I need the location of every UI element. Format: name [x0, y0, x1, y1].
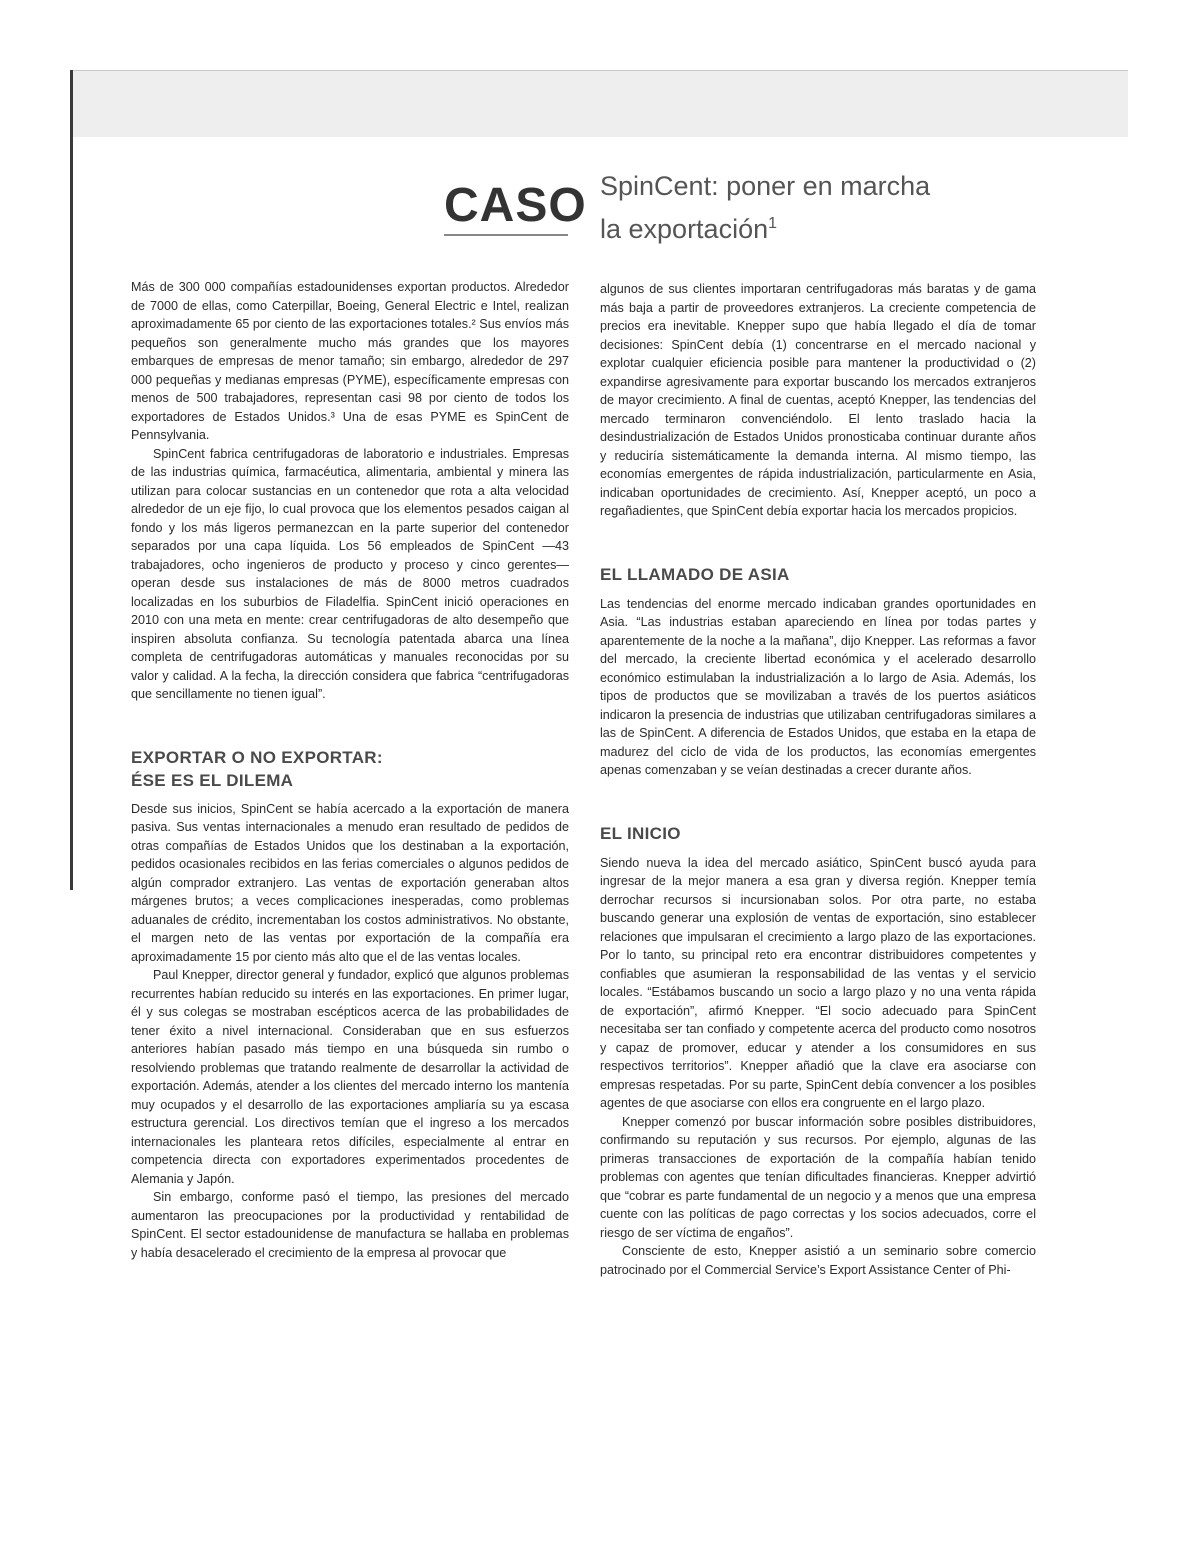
intro-paragraph-2: SpinCent fabrica centrifugadoras de laboratorio e industriales. Empresas de las industrias química, farmacéutica, alimentaria, ambiental y minera las utilizan para colocar sustancias en un contenedor que rota a alta velocidad alrededor de un eje fijo, lo cual provoca que los elementos pesados caigan al fondo y los más ligeros permanezcan en la parte superior del contenedor separados por una capa líquida. Los 56 empleados de SpinCent —43 trabajadores, ocho ingenieros de producto y proceso y cinco gerentes— operan desde sus instalaciones de más de 8000 metros cuadrados localizadas en los suburbios de Filadelfia. SpinCent inició operaciones en 2010 con una meta en mente: crear centrifugadoras de alto desempeño que inspiren absoluta confianza. Su tecnología patentada abarca una línea completa de centrifugadoras automáticas y manuales reconocidas por su valor y calidad. A la fecha, la dirección considera que fabrica “centrifugadoras que sencillamente no tienen igual”. [131, 446, 569, 701]
export-paragraph-2: Paul Knepper, director general y fundador, explicó que algunos problemas recurrentes habían reducido su interés en las exportaciones. En primer lugar, él y sus colegas se mostraban escépticos acerca de las probabilidades de tener éxito a nivel internacional. Consideraban que en sus esfuerzos anteriores habían pasado más tiempo en una búsqueda sin rumbo o resolviendo problemas que tratando realmente de desarrollar la actividad de exportación. Además, atender a los clientes del mercado interno los mantenía muy ocupados y el desarrollo de las exportaciones ampliaría su ya escasa estructura gerencial. Los directivos temían que el ingreso a los mercados internacionales les planteara retos difíciles, especialmente al entrar en competencia directa con exportadores experimentados procedentes de Alemania y Japón. [131, 968, 569, 1186]
asia-paragraph: Las tendencias del enorme mercado indicaban grandes oportunidades en Asia. “Las industrias estaban apareciendo en línea por todas partes y aparentemente de la noche a la mañana”, dijo Knepper. Las reformas a favor del mercado, la creciente libertad económica y el acelerado desarrollo económico estimulaban la industrialización a lo largo de Asia. Además, los tipos de productos que se movilizaban a través de los puertos asiáticos indicaron la presencia de industrias que utilizaban centrifugadoras similares a las de SpinCent. A diferencia de Estados Unidos, que estaba en la etapa de madurez del ciclo de vida de los productos, las economías emergentes apenas comenzaban y se veían destinadas a crecer durante años. [600, 596, 1036, 777]
section-heading-export-line1: EXPORTAR O NO EXPORTAR: [131, 747, 383, 767]
case-title [600, 168, 1030, 248]
right-column [600, 280, 1036, 1279]
case-title-line2 [600, 205, 1030, 248]
case-label: CASO [444, 179, 587, 232]
section-heading-export-line2: ÉSE ES EL DILEMA [131, 770, 294, 790]
continued-paragraph: algunos de sus clientes importaran centrifugadoras más baratas y de gama más baja a partir de proveedores extranjeros. La creciente competencia de precios era inevitable. Knepper supo que había llegado el día de tomar decisiones: SpinCent debía (1) concentrarse en el mercado nacional y explotar cualquier eficiencia posible para mantener la productividad o (2) expandirse agresivamente para exportar buscando los mercados extranjeros de mayor crecimiento. A final de cuentas, aceptó Knepper, las tendencias del mercado terminaron convenciéndolo. El lento traslado hacia la desindustrialización de Estados Unidos pronosticaba continuar durante años y reduciría sistemáticamente la demanda interna. Al mismo tiempo, las economías emergentes de rápida industrialización, particularmente en Asia, indicaban oportunidades de crecimiento. Así, Knepper aceptó, un poco a regañadientes, que SpinCent debía exportar hacia los mercados propicios. [600, 282, 1036, 518]
inicio-paragraph-1: Siendo nueva la idea del mercado asiático, SpinCent buscó ayuda para ingresar de la mejor manera a esa gran y diversa región. Knepper temía derrochar recursos si incursionaban solos. Por otra parte, no estaba buscando generar una explosión de ventas de exportación, sino establecer relaciones que impulsaran el crecimiento a largo plazo de las exportaciones. Por lo tanto, su principal reto era encontrar distribuidores competentes y confiables que asumieran la responsabilidad de las ventas y el servicio locales. “Estábamos buscando un socio a largo plazo y no una venta rápida de exportación”, afirmó Knepper. “El socio adecuado para SpinCent necesitaba ser tan confiado y competente acerca del producto como nosotros y capaz de promover, educar y atender a los consumidores en sus respectivos territorios”. Knepper añadió que la clave era asociarse con empresas respetadas. Por su parte, SpinCent debía convencer a los posibles agentes de que asociarse con ellos era congruente en el largo plazo. [600, 855, 1036, 1110]
page-margin-rule [70, 70, 73, 890]
section-heading-asia: EL LLAMADO DE ASIA [600, 564, 790, 584]
section-heading-inicio: EL INICIO [600, 823, 681, 843]
intro-paragraph-1: Más de 300 000 compañías estadounidenses exportan productos. Alrededor de 7000 de ellas, como Caterpillar, Boeing, General Electric e Intel, realizan aproximadamente 65 por ciento de las exportaciones totales.² Sus envíos más pequeños son generalmente mucho más grandes que los mayores embarques de empresas de menor tamaño; sin embargo, alrededor de 297 000 pequeñas y medianas empresas (PYME), específicamente empresas con menos de 500 trabajadores, representan casi 98 por ciento de todos los exportadores de Estados Unidos.³ Una de esas PYME es SpinCent de Pennsylvania. [131, 280, 569, 442]
inicio-paragraph-3: Consciente de esto, Knepper asistió a un seminario sobre comercio patrocinado por el Commercial Service’s Export Assistance Center of Phi- [600, 1244, 1036, 1277]
export-paragraph-1: Desde sus inicios, SpinCent se había acercado a la exportación de manera pasiva. Sus ventas internacionales a menudo eran resultado de pedidos de otras compañías de Estados Unidos que los destinaban a la exportación, pedidos ocasionales recibidos en las ferias comerciales o algunos pedidos de algún comprador extranjero. Las ventas de exportación generaban altos márgenes brutos; a veces complicaciones inesperadas, como problemas aduanales de crédito, incrementaban los costos administrativos. No obstante, el margen neto de las ventas por exportación de la compañía era aproximadamente 15 por ciento más alto que el de las ventas locales. [131, 801, 569, 964]
left-column [131, 278, 569, 1262]
case-label-underline [444, 234, 568, 236]
export-paragraph-3: Sin embargo, conforme pasó el tiempo, las presiones del mercado aumentaron las preocupaciones por la productividad y rentabilidad de SpinCent. El sector estadounidense de manufactura se hallaba en problemas y había desacelerado el crecimiento de la empresa al provocar que [131, 1190, 569, 1260]
inicio-paragraph-2: Knepper comenzó por buscar información sobre posibles distribuidores, confirmando su reputación y sus recursos. Por ejemplo, algunas de las primeras transacciones de exportación de la compañía habían tenido problemas con agentes que tenían dificultades financieras. Knepper advirtió que “cobrar es parte fundamental de un negocio y a menos que una empresa cuente con las políticas de pago correctas y los socios adecuados, corre el riesgo de ser víctima de engaños”. [600, 1114, 1036, 1240]
section-heading-export [131, 746, 569, 792]
title-footnote-marker: 1 [768, 215, 778, 232]
case-title-line2-text: la exportación [600, 214, 769, 244]
header-band [72, 70, 1128, 137]
case-title-line1: SpinCent: poner en marcha [600, 171, 931, 201]
